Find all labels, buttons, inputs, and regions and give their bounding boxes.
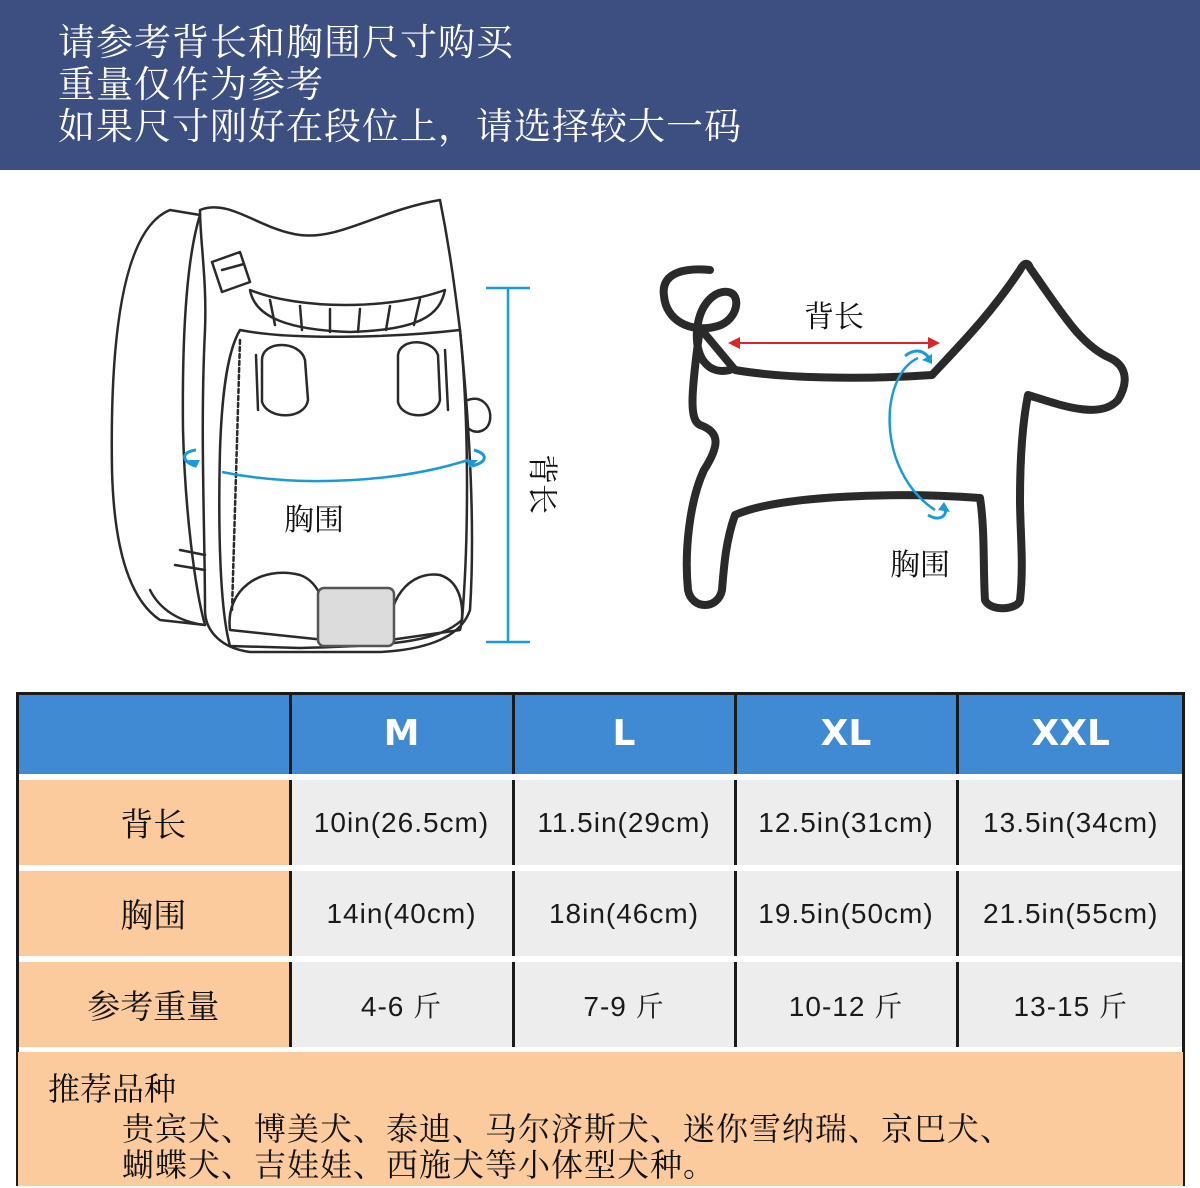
header-line-1: 请参考背长和胸围尺寸购买 [58,21,514,64]
header-banner [0,0,1200,170]
table-cell: 19.5in(50cm) [735,868,957,959]
table-cell: 13.5in(34cm) [957,777,1183,868]
table-row-weight [18,959,1183,1050]
table-cell: 11.5in(29cm) [513,777,735,868]
dog-back-length-label: 背长 [804,300,864,335]
table-row-chest [18,868,1183,959]
table-cell: 14in(40cm) [290,868,513,959]
size-header-m: M [290,692,513,777]
header-line-3: 如果尺寸刚好在段位上，请选择较大一码 [58,105,742,148]
illustration-area [0,170,1200,690]
recommended-breeds-panel [18,1052,1183,1186]
recommended-breeds-title: 推荐品种 [48,1070,177,1108]
row-label-chest: 胸围 [18,868,290,959]
table-top-border [18,692,1183,695]
backpack-chest-line [222,460,468,481]
row-label-back-length: 背长 [18,777,290,868]
size-header-corner [18,692,290,777]
table-cell: 4-6 斤 [290,959,513,1050]
size-header-l: L [513,692,735,777]
table-cell: 10-12 斤 [735,959,957,1050]
size-header-row [18,692,1183,777]
size-header-xl: XL [735,692,957,777]
header-line-2: 重量仅作为参考 [58,63,324,106]
row-label-weight: 参考重量 [18,959,290,1050]
recommended-breeds-line-1: 贵宾犬、博美犬、泰迪、马尔济斯犬、迷你雪纳瑞、京巴犬、 [122,1110,1014,1148]
illustration-drawing [0,170,1200,690]
backpack-illustration [112,200,490,652]
size-table [18,692,1183,1053]
table-cell: 7-9 斤 [513,959,735,1050]
size-header-xxl: XXL [957,692,1183,777]
backpack-back-length-label: 背长 [524,454,559,514]
table-cell: 10in(26.5cm) [290,777,513,868]
dog-chest-label: 胸围 [890,548,950,583]
table-cell: 13-15 斤 [957,959,1183,1050]
recommended-breeds-line-2: 蝴蝶犬、吉娃娃、西施犬等小体型犬种。 [122,1146,717,1184]
table-cell: 12.5in(31cm) [735,777,957,868]
table-cell: 21.5in(55cm) [957,868,1183,959]
dog-chest-curve [890,358,935,510]
table-cell: 18in(46cm) [513,868,735,959]
table-row-back-length [18,777,1183,868]
backpack-chest-label: 胸围 [284,503,344,538]
